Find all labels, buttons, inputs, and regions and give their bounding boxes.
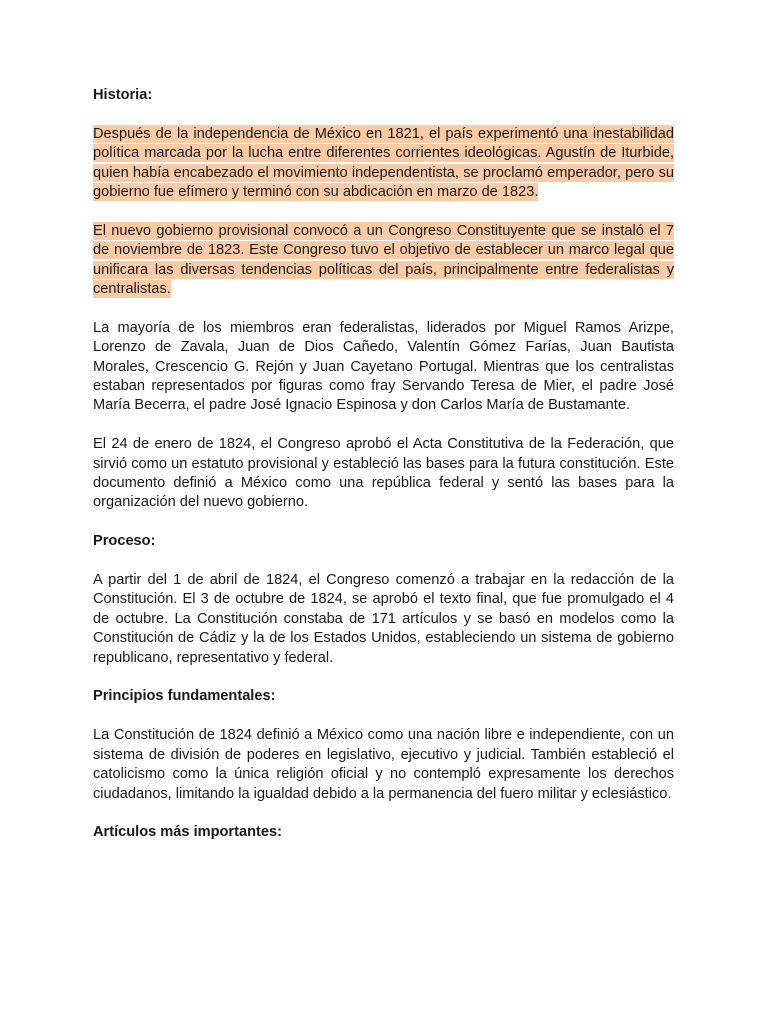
- paragraph-historia-3: La mayoría de los miembros eran federalistas, liderados por Miguel Ramos Arizpe, Lorenzo de Zavala, Juan de Dios Cañedo, Valentín Gómez Farías, Juan Bautista Morales, Crescencio G. Rejón y Juan Cayetano Portugal. Mientras que los centralistas estaban representados por figuras como fray Servando Teresa de Mier, el padre José María Becerra, el padre José Ignacio Espinosa y don Carlos María de Bustamante.: [93, 319, 674, 414]
- paragraph-historia-1: [93, 125, 674, 203]
- highlighted-text: El nuevo gobierno provisional convocó a un Congreso Constituyente que se instaló el 7 de noviembre de 1823. Este Congreso tuvo el objetivo de establecer un marco legal que unificara las diversas tendencias políticas del país, principalmente entre federalistas y centralistas.: [93, 222, 674, 298]
- paragraph-principios-1: La Constitución de 1824 definió a México como una nación libre e independiente, con un sistema de división de poderes en legislativo, ejecutivo y judicial. También estableció el catolicismo como la única religión oficial y no contempló expresamente los derechos ciudadanos, limitando la igualdad debido a la permanencia del fuero militar y eclesiástico.: [93, 727, 674, 802]
- highlighted-text: Después de la independencia de México en 1821, el país experimentó una inestabilidad política marcada por la lucha entre diferentes corrientes ideológicas. Agustín de Iturbide, quien había encabezado el movimiento independentista, se proclamó emperador, pero su gobierno fue efímero y terminó con su abdicación en marzo de 1823.: [93, 125, 674, 201]
- paragraph-historia-2: [93, 222, 674, 300]
- heading-proceso: Proceso:: [93, 533, 156, 550]
- paragraph-proceso-1: A partir del 1 de abril de 1824, el Congreso comenzó a trabajar en la redacción de la Constitución. El 3 de octubre de 1824, se aprobó el texto final, que fue promulgado el 4 de octubre. La Constitución constaba de 171 artículos y se basó en modelos como la Constitución de Cádiz y la de los Estados Unidos, estableciendo un sistema de gobierno republicano, representativo y federal.: [93, 572, 674, 666]
- heading-articulos: Artículos más importantes:: [93, 824, 282, 841]
- paragraph-historia-4: El 24 de enero de 1824, el Congreso aprobó el Acta Constitutiva de la Federación, que sirvió como un estatuto provisional y estableció las bases para la futura constitución. Este documento definió a México como una república federal y sentó las bases para la organización del nuevo gobierno.: [93, 436, 674, 511]
- heading-principios: Principios fundamentales:: [93, 688, 276, 705]
- heading-historia: Historia:: [93, 87, 153, 103]
- document-page: [93, 86, 674, 862]
